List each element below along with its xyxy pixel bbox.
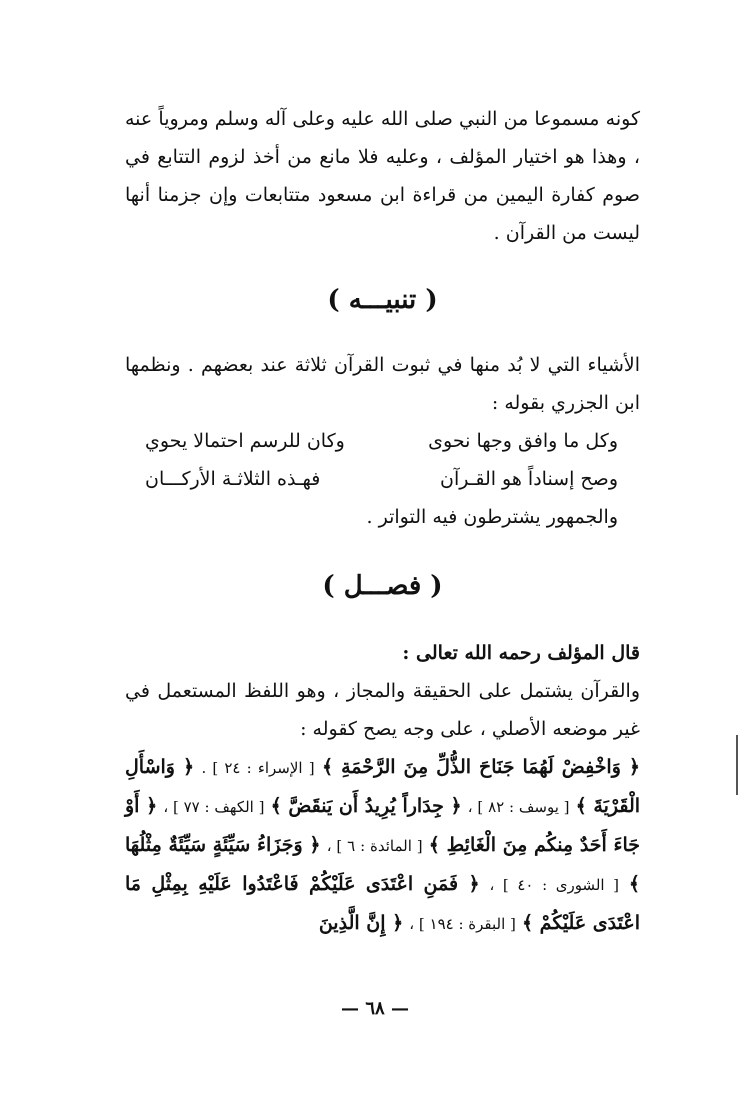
quran-ref-5: [ الشورى : ٤٠ ] ، <box>489 876 619 894</box>
paragraph-2: الأشياء التي لا بُد منها في ثبوت القرآن ثلاثة عند بعضهم . ونظمها ابن الجزري بقوله : <box>125 354 640 414</box>
page-number: — ٦٨ — <box>341 998 409 1019</box>
poem-verse-1 <box>125 422 640 460</box>
quran-ref-2: [ يوسف : ٨٢ ] ، <box>467 798 570 816</box>
quran-ref-4: [ المائدة : ٦ ] ، <box>326 837 423 855</box>
quran-ref-3: [ الكهف : ٧٧ ] ، <box>163 798 265 816</box>
quran-quote-2: ﴿ وَاسْأَلِ الْقَرْيَةَ ﴾ <box>125 756 641 817</box>
author-statement: قال المؤلف رحمه الله تعالى : <box>402 642 640 664</box>
quran-quote-1: ﴿ وَاخْفِضْ لَهُمَا جَنَاحَ الذُّلِّ مِنَ الرَّحْمَةِ ﴾ <box>322 756 640 778</box>
quran-quote-3: ﴿ جِدَاراً يُرِيدُ أَن يَنقَضَّ ﴾ <box>270 795 462 817</box>
verse-2-second-hemistich: فهـذه الثلاثـة الأركـــان <box>145 468 321 490</box>
heading-fasl: ( فصـــل ) <box>322 571 443 601</box>
quran-quote-7: ﴿ إِنَّ الَّذِينَ <box>318 912 404 934</box>
quran-quote-4: ﴿ أَوْ جَاءَ أَحَدٌ مِنكُم مِنَ الْغَائِطِ ﴾ <box>125 795 641 856</box>
paragraph-1: كونه مسموعا من النبي صلى الله عليه وعلى آله وسلم ومروياً عنه ، وهذا هو اختيار المؤلف ، وعليه فلا مانع من أخذ لزوم التتابع في صوم كفارة اليمين من قراءة ابن مسعود متتابعات وإن جزمنا أنها ليست من القرآن . <box>125 108 640 244</box>
heading-tanbih: ( تنبيـــه ) <box>327 285 438 315</box>
paragraph-5: والقرآن يشتمل على الحقيقة والمجاز ، وهو اللفظ المستعمل في غير موضعه الأصلي ، على وجه يصح كقوله : <box>125 680 640 740</box>
quran-examples <box>125 748 640 943</box>
scan-margin-mark <box>736 735 738 795</box>
paragraph-3: والجمهور يشترطون فيه التواتر . <box>366 506 618 528</box>
page-body <box>125 100 640 943</box>
quran-quote-6: ﴿ فَمَنِ اعْتَدَى عَلَيْكُمْ فَاعْتَدُوا عَلَيْهِ بِمِثْلِ مَا اعْتَدَى عَلَيْكُمْ ﴾ <box>125 873 640 934</box>
verse-2-first-hemistich: وصح إسناداً هو القـرآن <box>440 468 618 490</box>
verse-1-first-hemistich: وكل ما وافق وجها نحوى <box>428 430 618 452</box>
verse-1-second-hemistich: وكان للرسم احتمالا يحوي <box>145 430 345 452</box>
quran-ref-1: [ الإسراء : ٢٤ ] . <box>201 759 315 777</box>
quran-ref-6: [ البقرة : ١٩٤ ] ، <box>409 915 516 933</box>
poem-verse-2 <box>125 460 640 498</box>
quran-quote-5: ﴿ وَجَزَاءُ سَيِّئَةٍ سَيِّئَةٌ مِثْلُهَا ﴾ <box>125 834 640 895</box>
